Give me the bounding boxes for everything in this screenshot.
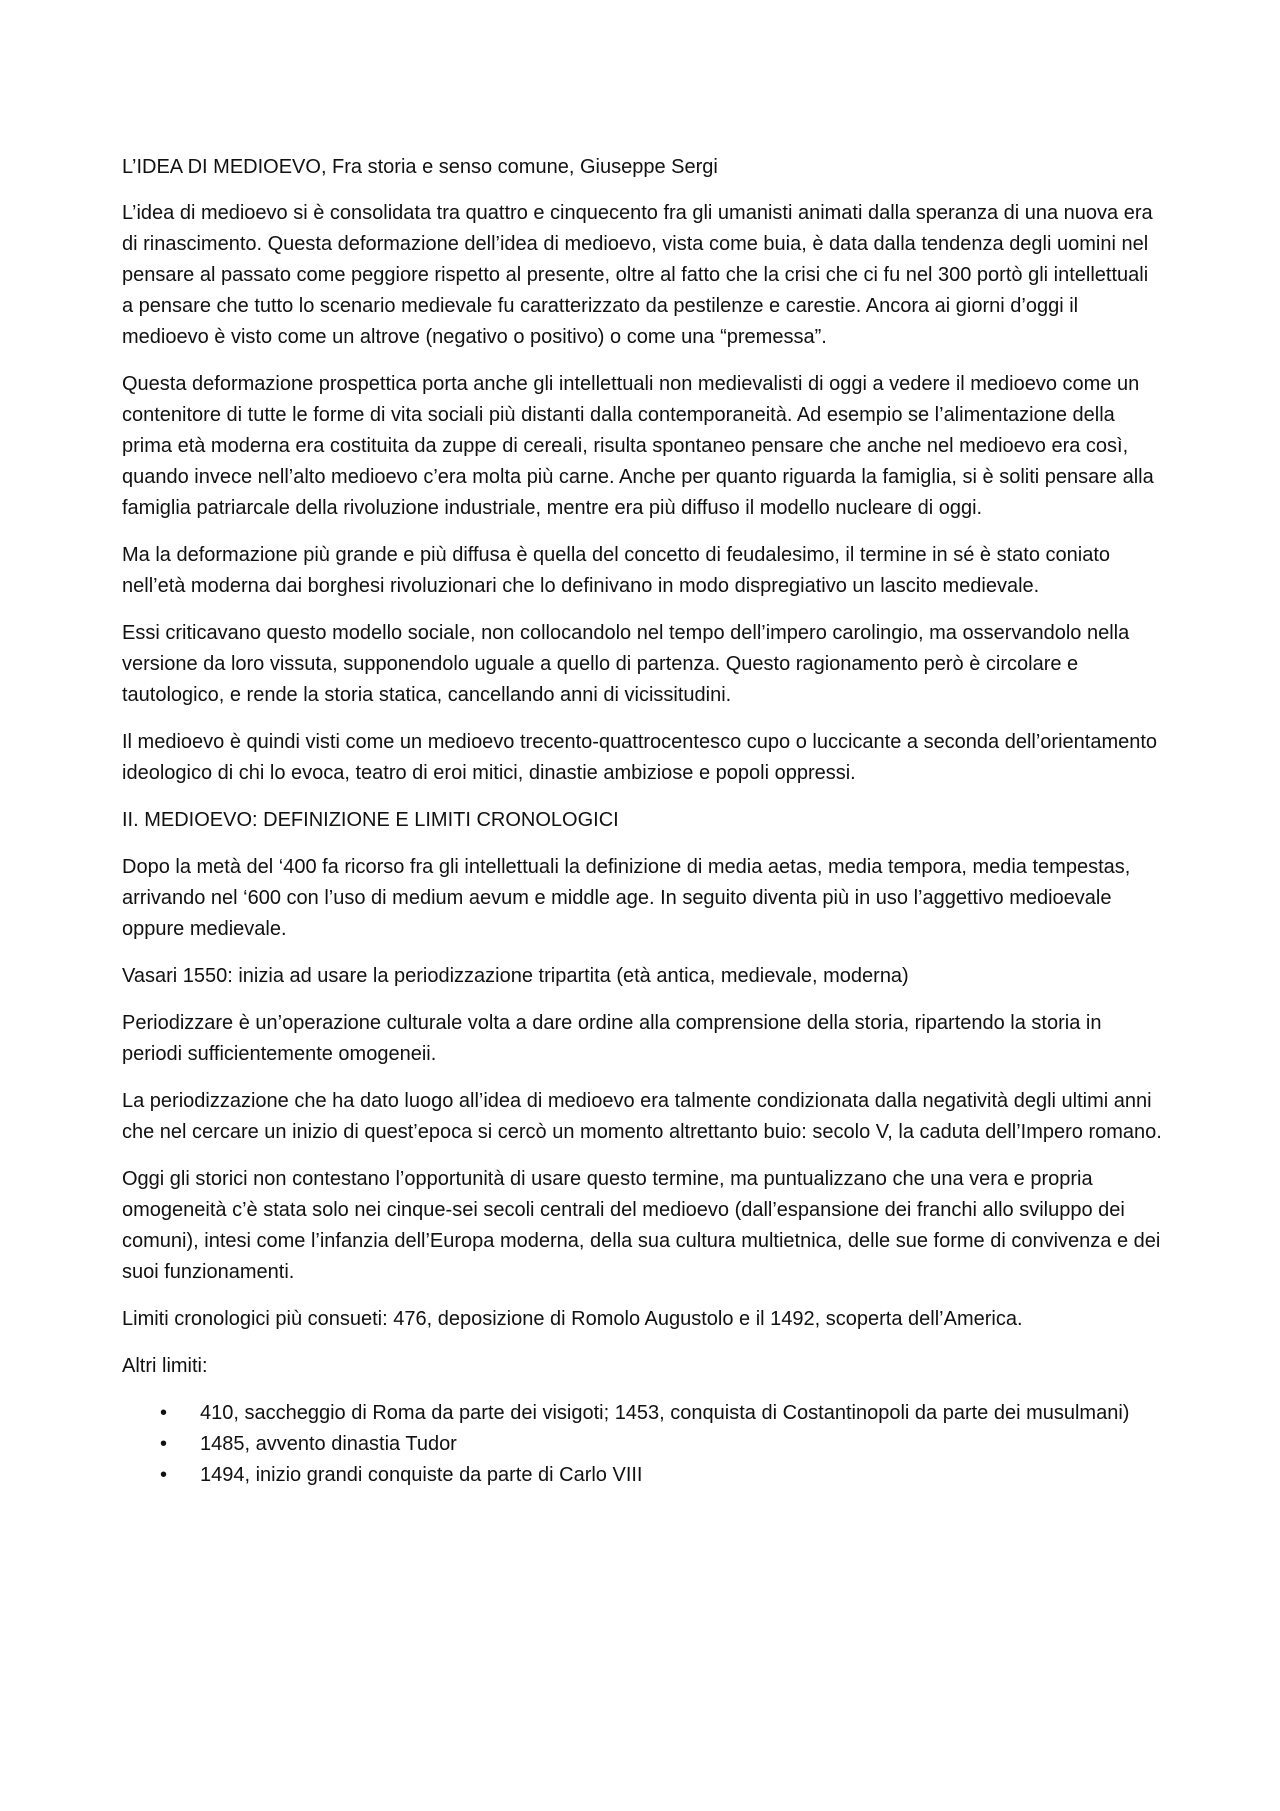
list-item-text: 410, saccheggio di Roma da parte dei visigoti; 1453, conquista di Costantinopoli da parte dei musulmani) [200, 1402, 1130, 1424]
paragraph: Vasari 1550: inizia ad usare la periodizzazione tripartita (età antica, medievale, moderna) [122, 965, 909, 987]
paragraph: Altri limiti: [122, 1355, 208, 1377]
paragraph: L’idea di medioevo si è consolidata tra quattro e cinquecento fra gli umanisti animati dalla speranza di una nuova era di rinascimento. Questa deformazione dell’idea di medioevo, vista come buia, è data dalla tendenza degli uomini nel pensare al passato come peggiore rispetto al presente, oltre al fatto che la crisi che ci fu nel 300 portò gli intellettuali a pensare che tutto lo scenario medievale fu caratterizzato da pestilenze e carestie. Ancora ai giorni d’oggi il medioevo è visto come un altrove (negativo o positivo) o come una “premessa”. [122, 202, 1153, 348]
list-item-text: 1494, inizio grandi conquiste da parte di Carlo VIII [200, 1464, 643, 1486]
list-item [122, 1460, 1162, 1491]
document-title: L’IDEA DI MEDIOEVO, Fra storia e senso comune, Giuseppe Sergi [122, 156, 718, 178]
paragraph: Limiti cronologici più consueti: 476, deposizione di Romolo Augustolo e il 1492, scoperta dell’America. [122, 1308, 1023, 1330]
paragraph: Dopo la metà del ‘400 fa ricorso fra gli intellettuali la definizione di media aetas, media tempora, media tempestas, arrivando nel ‘600 con l’uso di medium aevum e middle age. In seguito diventa più in uso l’aggettivo medioevale oppure medievale. [122, 856, 1131, 940]
list-item-text: 1485, avvento dinastia Tudor [200, 1433, 457, 1455]
list-item [122, 1429, 1162, 1460]
paragraph: Ma la deformazione più grande e più diffusa è quella del concetto di feudalesimo, il termine in sé è stato coniato nell’età moderna dai borghesi rivoluzionari che lo definivano in modo dispregiativo un lascito medievale. [122, 544, 1111, 597]
bullet-icon: • [160, 1433, 168, 1455]
list-item [122, 1398, 1162, 1429]
paragraph: La periodizzazione che ha dato luogo all’idea di medioevo era talmente condizionata dalla negatività degli ultimi anni che nel cercare un inizio di quest’epoca si cercò un momento altrettanto buio: secolo V, la caduta dell’Impero romano. [122, 1090, 1162, 1143]
bullet-icon: • [160, 1402, 168, 1424]
paragraph: Il medioevo è quindi visti come un medioevo trecento-quattrocentesco cupo o luccicante a seconda dell’orientamento ideologico di chi lo evoca, teatro di eroi mitici, dinastie ambiziose e popoli oppressi. [122, 731, 1158, 784]
document-body [122, 152, 1162, 1491]
paragraph: Oggi gli storici non contestano l’opportunità di usare questo termine, ma puntualizzano che una vera e propria omogeneità c’è stata solo nei cinque-sei secoli centrali del medioevo (dall’espansione dei franchi allo sviluppo dei comuni), intesi come l’infanzia dell’Europa moderna, della sua cultura multietnica, delle sue forme di convivenza e dei suoi funzionamenti. [122, 1168, 1161, 1283]
section-heading: II. MEDIOEVO: DEFINIZIONE E LIMITI CRONOLOGICI [122, 809, 619, 831]
bullet-icon: • [160, 1464, 168, 1486]
paragraph: Essi criticavano questo modello sociale, non collocandolo nel tempo dell’impero carolingio, ma osservandolo nella versione da loro vissuta, supponendolo uguale a quello di partenza. Questo ragionamento però è circolare e tautologico, e rende la storia statica, cancellando anni di vicissitudini. [122, 622, 1130, 706]
paragraph: Questa deformazione prospettica porta anche gli intellettuali non medievalisti di oggi a vedere il medioevo come un contenitore di tutte le forme di vita sociali più distanti dalla contemporaneità. Ad esempio se l’alimentazione della prima età moderna era costituita da zuppe di cereali, risulta spontaneo pensare che anche nel medioevo era così, quando invece nell’alto medioevo c’era molta più carne. Anche per quanto riguarda la famiglia, si è soliti pensare alla famiglia patriarcale della rivoluzione industriale, mentre era più diffuso il modello nucleare di oggi. [122, 373, 1154, 519]
paragraph: Periodizzare è un’operazione culturale volta a dare ordine alla comprensione della storia, ripartendo la storia in periodi sufficientemente omogeneii. [122, 1012, 1102, 1065]
bullet-list [122, 1398, 1162, 1491]
